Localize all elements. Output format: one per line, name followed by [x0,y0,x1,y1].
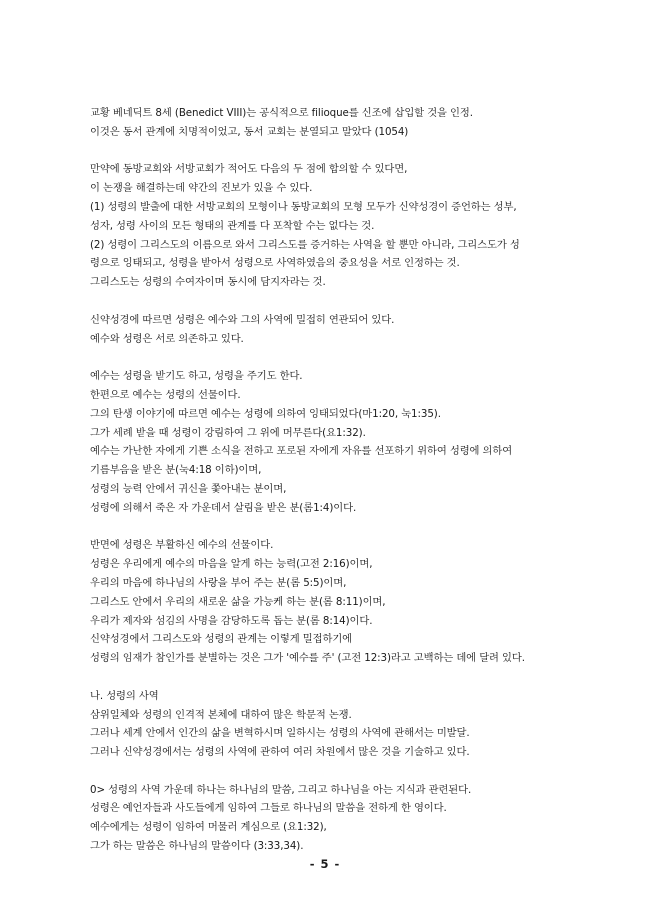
paragraph-gap [90,518,570,537]
paragraph-gap [90,762,570,781]
text-line: 삼위일체와 성령의 인격적 본체에 대하여 많은 학문적 논쟁. [90,708,352,721]
paragraph-gap [90,668,570,687]
text-line: 그가 하는 말씀은 하나님의 말씀이다 (3:33,34). [90,840,304,853]
document-body [90,104,570,856]
text-line: 이것은 동서 관계에 치명적이었고, 동서 교회는 분열되고 말았다 (1054) [90,125,409,138]
text-line: 성령은 우리에게 예수의 마음을 알게 하는 능력(고전 2:16)이며, [90,558,373,571]
paragraph [90,311,570,349]
text-line: 예수는 가난한 자에게 기쁜 소식을 전하고 포로된 자에게 자유를 선포하기 위하여 성령에 의하여 [90,445,513,458]
text-line: 만약에 동방교회와 서방교회가 적어도 다음의 두 점에 합의할 수 있다면, [90,163,408,176]
text-line: 예수는 성령을 받기도 하고, 성령을 주기도 한다. [90,370,303,383]
text-line: 그러나 세계 안에서 인간의 삶을 변혁하시며 일하시는 성령의 사역에 관해서는 미발달. [90,727,470,740]
text-line: 나. 성령의 사역 [90,689,159,702]
text-line: 그러나 신약성경에서는 성령의 사역에 관하여 여러 차원에서 많은 것을 기술하고 있다. [90,746,470,759]
paragraph [90,160,570,292]
text-line: 령으로 잉태되고, 성령을 받아서 성령으로 사역하였음의 중요성을 서로 인정하는 것. [90,257,460,270]
text-line: 성자, 성령 사이의 모든 형태의 관계를 다 포착할 수는 없다는 것. [90,219,375,232]
text-line: 교황 베네딕트 8세 (Benedict VIII)는 공식적으로 filioque를 신조에 삽입할 것을 인정. [90,107,473,119]
text-line: 신약성경에서 그리스도와 성령의 관계는 이렇게 밀접하기에 [90,633,353,646]
paragraph-gap [90,142,570,161]
text-line: 0> 성령의 사역 가운데 하나는 하나님의 말씀, 그리고 하나님을 아는 지식과 관련된다. [90,783,472,796]
text-line: 이 논쟁을 해결하는데 약간의 진보가 있을 수 있다. [90,182,313,195]
text-line: 그리스도 안에서 우리의 새로운 삶을 가능케 하는 분(롬 8:11)이며, [90,595,386,608]
text-line: 예수와 성령은 서로 의존하고 있다. [90,332,244,345]
paragraph-gap [90,348,570,367]
text-line: 성령의 임재가 참인가를 분별하는 것은 그가 '예수를 주' (고전 12:3)라고 고백하는 데에 달려 있다. [90,652,525,665]
paragraph [90,367,570,517]
page-number: - 5 - [309,857,341,871]
text-line: 그리스도는 성령의 수여자이며 동시에 담지자라는 것. [90,276,326,289]
text-line: 반면에 성령은 부활하신 예수의 선물이다. [90,539,274,552]
text-line: 신약성경에 따르면 성령은 예수와 그의 사역에 밀접히 연관되어 있다. [90,313,395,326]
paragraph-gap [90,292,570,311]
text-line: 그가 세례 받을 때 성령이 강림하여 그 위에 머무른다(요1:32). [90,426,366,439]
text-line: 한편으로 예수는 성령의 선물이다. [90,388,241,401]
paragraph [90,104,570,142]
text-line: 기름부음을 받은 분(눅4:18 이하)이며, [90,464,262,477]
paragraph [90,687,570,762]
text-line: 예수에게는 성령이 임하여 머물러 계심으로 (요1:32), [90,821,327,834]
text-line: (1) 성령의 발출에 대한 서방교회의 모형이나 동방교회의 모형 모두가 신약성경이 증언하는 성부, [90,200,517,213]
text-line: 성령의 능력 안에서 귀신을 쫓아내는 분이며, [90,482,287,495]
text-line: 성령에 의해서 죽은 자 가운데서 살림을 받은 분(롬1:4)이다. [90,501,357,514]
text-line: 우리가 제자와 섬김의 사명을 감당하도록 돕는 분(롬 8:14)이다. [90,614,373,627]
text-line: 그의 탄생 이야기에 따르면 예수는 성령에 의하여 잉태되었다(마1:20, 눅1:35). [90,407,441,420]
paragraph [90,781,570,856]
text-line: (2) 성령이 그리스도의 이름으로 와서 그리스도를 증거하는 사역을 할 뿐만 아니라, 그리스도가 성 [90,238,520,251]
text-line: 성령은 예언자들과 사도들에게 임하여 그들로 하나님의 말씀을 전하게 한 영이다. [90,802,447,815]
paragraph [90,536,570,668]
text-line: 우리의 마음에 하나님의 사랑을 부어 주는 분(롬 5:5)이며, [90,576,347,589]
